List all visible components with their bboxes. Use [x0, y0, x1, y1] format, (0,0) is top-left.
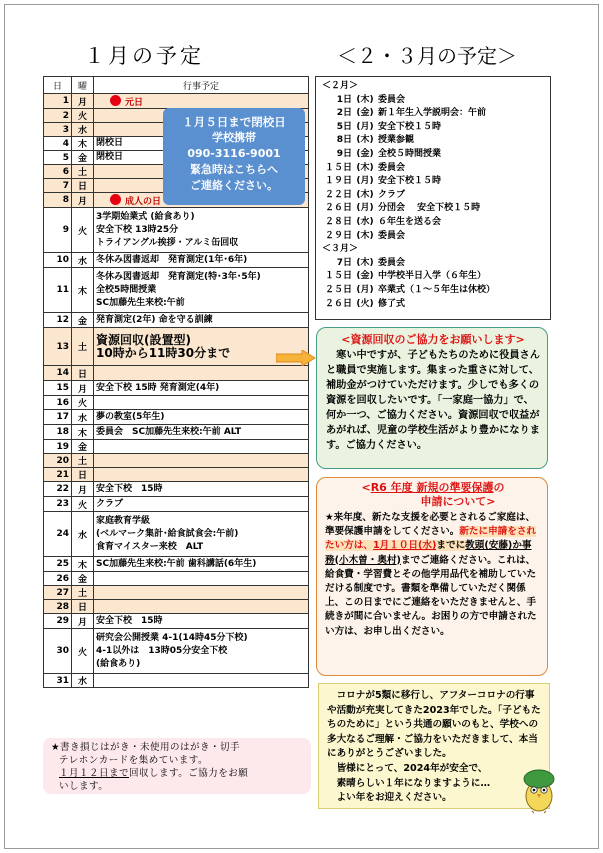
january-title: １月の予定 [84, 44, 204, 68]
schedule-wd: (金) [356, 108, 374, 119]
calendar-weekday: 水 [72, 410, 94, 425]
calendar-day: 26 [44, 572, 72, 586]
calendar-row [44, 208, 309, 253]
calendar-row [44, 557, 309, 572]
schedule-date: 2日 [327, 108, 352, 119]
calendar-row [44, 468, 309, 482]
calendar-row [44, 497, 309, 512]
schedule-date: ２６日 [324, 298, 352, 309]
schedule-ev: クラブ [378, 189, 406, 200]
calendar-weekday: 火 [72, 396, 94, 410]
calendar-row [44, 410, 309, 425]
event-text: 発育測定(2年) 命を守る訓練 [96, 314, 213, 325]
schedule-wd: (木) [356, 189, 374, 200]
calendar-day: 16 [44, 396, 72, 410]
calendar-event [94, 600, 309, 614]
calendar-weekday: 月 [72, 193, 94, 208]
calendar-weekday: 日 [72, 600, 94, 614]
calendar-day: 5 [44, 151, 72, 165]
schedule-date: ２２日 [324, 189, 352, 200]
calendar-weekday: 木 [72, 268, 94, 313]
calendar-row [44, 512, 309, 557]
schedule-ev: 委員会 [378, 257, 406, 268]
calendar-day: 13 [44, 328, 72, 366]
notice-line-2: テレホンカードを集めています。 [59, 755, 209, 766]
calendar-day: 2 [44, 109, 72, 123]
feb-mar-schedule [315, 76, 551, 320]
schedule-wd: (火) [356, 298, 374, 309]
event-text: 冬休み図書返却 発育測定(特･3年･5年) 全校5時間授業 SC加藤先生来校:午前 [96, 271, 261, 308]
schedule-ev: 委員会 [378, 162, 406, 173]
calendar-weekday: 火 [72, 109, 94, 123]
schedule-date: １５日 [324, 162, 352, 173]
schedule-date: 5日 [327, 121, 352, 132]
schedule-ev: 中学校半日入学（６年生） [378, 271, 487, 282]
feb-schedule-item [322, 202, 550, 216]
calendar-row [44, 674, 309, 688]
calendar-day: 11 [44, 268, 72, 313]
calendar-weekday: 木 [72, 137, 94, 151]
notice-deadline: １月１２日まで [59, 768, 130, 779]
calendar-weekday: 月 [72, 381, 94, 396]
calendar-event [94, 410, 309, 425]
schedule-wd: (木) [356, 162, 374, 173]
schedule-ev: 安全下校１５時 [378, 176, 442, 187]
calendar-weekday: 日 [72, 468, 94, 482]
feb-schedule-item [322, 148, 550, 162]
schedule-ev: 全校５時間授業 [378, 148, 442, 159]
calendar-event [94, 572, 309, 586]
calendar-event [94, 482, 309, 497]
calendar-row [44, 572, 309, 586]
greeting-text: コロナが5類に移行し、アフターコロナの行事や活動が充実してきた2023年でした。「子どもたちのために」という共通の願いのもと、学校への多大なるご理解・ご協力をいただきまして、本当にありがとうございました。 皆様にとって、2024年が安全で、 素晴らしい１年になりますように… よい年をお迎えください。 [327, 690, 541, 804]
notice-line-4: いします。 [59, 781, 109, 792]
calendar-header [44, 77, 309, 94]
calendar-event [94, 381, 309, 396]
feb-schedule-item [322, 189, 550, 203]
aid-title-pre: < [361, 481, 371, 494]
feb-schedule-item [322, 121, 550, 135]
calendar-day: 1 [44, 94, 72, 109]
event-text: 夢の教室(5年生) [96, 411, 165, 422]
schedule-wd: (木) [356, 257, 374, 268]
schedule-ev: 委員会 [378, 94, 406, 105]
event-text: SC加藤先生来校:午前 歯科講話(6年生) [96, 558, 257, 569]
calendar-day: 15 [44, 381, 72, 396]
calendar-weekday: 金 [72, 313, 94, 328]
closure-line-2: 学校携帯 [212, 131, 256, 144]
calendar-day: 6 [44, 165, 72, 179]
event-text: クラブ [96, 498, 124, 509]
schedule-ev: 分団会 安全下校１５時 [378, 203, 481, 214]
schedule-wd: (木) [356, 230, 374, 241]
schedule-ev: 新１年生入学説明会：午前 [378, 108, 487, 119]
calendar-row [44, 440, 309, 454]
aid-body-red: 新たに申請をされたい方は、 [325, 526, 537, 552]
calendar-row [44, 253, 309, 268]
event-text: 安全下校 15時 [96, 483, 163, 494]
year-end-greeting [318, 683, 550, 809]
aid-title [325, 481, 541, 509]
closure-line-1: １月５日まで閉校日 [182, 115, 286, 129]
calendar-row [44, 366, 309, 381]
event-text: 研究会公開授業 4-1(14時45分下校) 4-1以外は 13時05分安全下校 (給食あり) [96, 632, 248, 669]
event-text: 安全下校 15時 発育測定(4年) [96, 382, 220, 393]
mascot-illustration-icon [522, 766, 556, 814]
feb-schedule-item [322, 230, 550, 244]
schedule-wd: (金) [356, 271, 374, 282]
calendar-day: 30 [44, 629, 72, 674]
calendar-row [44, 268, 309, 313]
holiday-dot-icon [110, 95, 121, 106]
calendar-day: 7 [44, 179, 72, 193]
calendar-event [94, 396, 309, 410]
mar-header: ＜３月＞ [322, 244, 359, 255]
calendar-event [94, 366, 309, 381]
calendar-day: 14 [44, 366, 72, 381]
calendar-event [94, 94, 309, 109]
mar-schedule-item [322, 257, 550, 271]
calendar-weekday: 金 [72, 572, 94, 586]
calendar-event [94, 208, 309, 253]
schedule-date: ２８日 [324, 216, 352, 227]
calendar-weekday: 水 [72, 674, 94, 688]
schedule-wd: (木) [356, 94, 374, 105]
calendar-event [94, 557, 309, 572]
calendar-row [44, 586, 309, 600]
calendar-day: 12 [44, 313, 72, 328]
calendar-event [94, 674, 309, 688]
header-weekday: 曜 [72, 77, 94, 94]
calendar-day: 19 [44, 440, 72, 454]
calendar-weekday: 金 [72, 440, 94, 454]
schedule-ev: ６年生を送る会 [378, 216, 442, 227]
schedule-wd: (月) [356, 176, 374, 187]
calendar-row [44, 94, 309, 109]
calendar-event [94, 313, 309, 328]
calendar-day: 4 [44, 137, 72, 151]
recycle-box [316, 327, 548, 469]
feb-schedule-item [322, 216, 550, 230]
calendar-row [44, 313, 309, 328]
feb-schedule-item [322, 94, 550, 108]
schedule-date: １５日 [324, 271, 352, 282]
calendar-row [44, 396, 309, 410]
aid-application-box [316, 477, 548, 676]
aid-title-underlined: R6 年度 新規の準要保護 [370, 481, 494, 494]
recycle-body: 寒い中ですが、子どもたちのために役員さんと職員で実施します。集まった重さに対して、補助金がつけていただけます。少しでも多くの資源を回収したいです。「一家庭一協力」で、何か一つ、ご協力ください。資源回収で収益があがれば、児童の学校生活がより豊かになります。ご協力ください。 [326, 350, 540, 451]
schedule-wd: (月) [356, 203, 374, 214]
calendar-event [94, 629, 309, 674]
schedule-wd: (月) [356, 284, 374, 295]
feb-header: ＜２月＞ [322, 81, 359, 91]
schedule-ev: 委員会 [378, 230, 406, 241]
calendar-event [94, 512, 309, 557]
notice-line-3-text: 回収します。ご協力をお願 [129, 768, 249, 779]
aid-body-b: までに [436, 540, 466, 552]
calendar-event [94, 586, 309, 600]
calendar-event [94, 440, 309, 454]
calendar-day: 22 [44, 482, 72, 497]
event-text: 閉校日 [96, 152, 124, 162]
aid-body-a: ★来年度、新たな支援を必要とされるご家庭は、準要保護申請をしてください。 [325, 512, 536, 538]
calendar-weekday: 火 [72, 629, 94, 674]
calendar-row [44, 381, 309, 396]
feb-schedule-item [322, 162, 550, 176]
calendar-event [94, 454, 309, 468]
schedule-date: ２６日 [324, 203, 352, 214]
schedule-date: １９日 [324, 176, 352, 187]
schedule-ev: 修了式 [378, 298, 406, 309]
calendar-row [44, 454, 309, 468]
notice-line-3 [51, 767, 303, 780]
calendar-day: 27 [44, 586, 72, 600]
schedule-date: 1日 [327, 94, 352, 105]
calendar-weekday: 月 [72, 614, 94, 629]
calendar-day: 28 [44, 600, 72, 614]
calendar-day: 29 [44, 614, 72, 629]
calendar-row [44, 614, 309, 629]
event-text: 3学期始業式 (給食あり) 安全下校 13時25分 トライアングル挨拶・アルミ缶回収 [96, 211, 239, 248]
feb-mar-title: ＜２・３月の予定＞ [337, 44, 517, 68]
event-text: 資源回収(設置型) 10時から11時30分まで [96, 332, 231, 360]
stamp-collection-notice [43, 738, 311, 794]
aid-body [325, 511, 541, 639]
calendar-weekday: 土 [72, 586, 94, 600]
calendar-day: 17 [44, 410, 72, 425]
schedule-ev: 卒業式（１～５年生は休校） [378, 284, 496, 295]
calendar-row [44, 629, 309, 674]
aid-title-line-2: 申請について> [420, 495, 496, 508]
event-text: 委員会 SC加藤先生来校:午前 ALT [96, 426, 242, 437]
calendar-day: 20 [44, 454, 72, 468]
calendar-day: 10 [44, 253, 72, 268]
calendar-event [94, 468, 309, 482]
calendar-weekday: 火 [72, 497, 94, 512]
calendar-day: 31 [44, 674, 72, 688]
calendar-weekday: 日 [72, 179, 94, 193]
calendar-day: 8 [44, 193, 72, 208]
calendar-weekday: 水 [72, 123, 94, 137]
calendar-day: 21 [44, 468, 72, 482]
feb-schedule-item [322, 134, 550, 148]
recycle-title: <資源回収のご協力をお願いします> [341, 333, 525, 346]
schedule-wd: (月) [356, 121, 374, 132]
schedule-ev: 安全下校１５時 [378, 121, 442, 132]
calendar-weekday: 月 [72, 94, 94, 109]
calendar-row [44, 328, 309, 366]
holiday-name: 成人の日 [125, 196, 162, 207]
schedule-date: 8日 [327, 135, 352, 146]
calendar-weekday: 水 [72, 253, 94, 268]
calendar-day: 23 [44, 497, 72, 512]
aid-body-d: までご連絡ください。これは、給食費・学習費とその他学用品代を補助していただける制度です。書類を準備していただく関係上、この日までにご連絡をいただきませんと、手続きが間に合いません。お困りの方で申請されたい方は、お申し出ください。 [325, 554, 537, 637]
header-day: 日 [44, 77, 72, 94]
arrow-right-icon [276, 350, 316, 366]
calendar-weekday: 金 [72, 151, 94, 165]
calendar-weekday: 日 [72, 366, 94, 381]
calendar-row [44, 425, 309, 440]
calendar-weekday: 木 [72, 425, 94, 440]
calendar-day: 25 [44, 557, 72, 572]
schedule-date: 7日 [327, 257, 352, 268]
calendar-weekday: 土 [72, 328, 94, 366]
calendar-event [94, 253, 309, 268]
event-text: 家庭教育学級 (ベルマーク集計･給食試食会:午前) 食育マイスター来校 ALT [96, 515, 239, 552]
calendar-weekday: 火 [72, 208, 94, 253]
schedule-date: 9日 [327, 148, 352, 159]
calendar-weekday: 木 [72, 557, 94, 572]
schedule-wd: (金) [356, 148, 374, 159]
calendar-row [44, 600, 309, 614]
calendar-weekday: 土 [72, 165, 94, 179]
calendar-weekday: 土 [72, 454, 94, 468]
calendar-row [44, 482, 309, 497]
closure-line-5: ご連絡ください。 [190, 179, 278, 192]
calendar-day: 18 [44, 425, 72, 440]
mar-schedule-item [322, 270, 550, 284]
schedule-date: ２５日 [324, 284, 352, 295]
aid-contact: 教頭(安藤)か事務(小木曽・奥村) [325, 540, 532, 566]
feb-schedule-item [322, 175, 550, 189]
mar-schedule-item [322, 298, 550, 312]
calendar-day: 3 [44, 123, 72, 137]
aid-deadline: 1月１０日(水) [372, 540, 437, 552]
closure-line-4: 緊急時はこちらへ [190, 163, 278, 176]
schedule-ev: 授業参観 [378, 135, 415, 146]
calendar-event [94, 497, 309, 512]
calendar-event [94, 268, 309, 313]
schedule-date: ２９日 [324, 230, 352, 241]
schedule-wd: (水) [356, 216, 374, 227]
schedule-wd: (木) [356, 135, 374, 146]
calendar-weekday: 月 [72, 482, 94, 497]
calendar-event [94, 425, 309, 440]
feb-schedule-item [322, 107, 550, 121]
holiday-name: 元日 [125, 97, 144, 108]
calendar-day: 9 [44, 208, 72, 253]
school-phone: 090-3116-9001 [187, 147, 281, 160]
calendar-weekday: 水 [72, 512, 94, 557]
event-text: 安全下校 15時 [96, 615, 163, 626]
calendar-event [94, 614, 309, 629]
aid-title-tail: の [493, 481, 505, 494]
mar-schedule-item [322, 284, 550, 298]
calendar-day: 24 [44, 512, 72, 557]
closure-notice [163, 108, 305, 205]
header-events: 行事予定 [94, 77, 309, 94]
event-text: 冬休み図書返却 発育測定(1年･6年) [96, 254, 248, 265]
notice-line-1: ★書き損じはがき・未使用のはがき・切手 [51, 742, 241, 753]
event-text: 閉校日 [96, 138, 124, 148]
holiday-dot-icon [110, 194, 121, 205]
